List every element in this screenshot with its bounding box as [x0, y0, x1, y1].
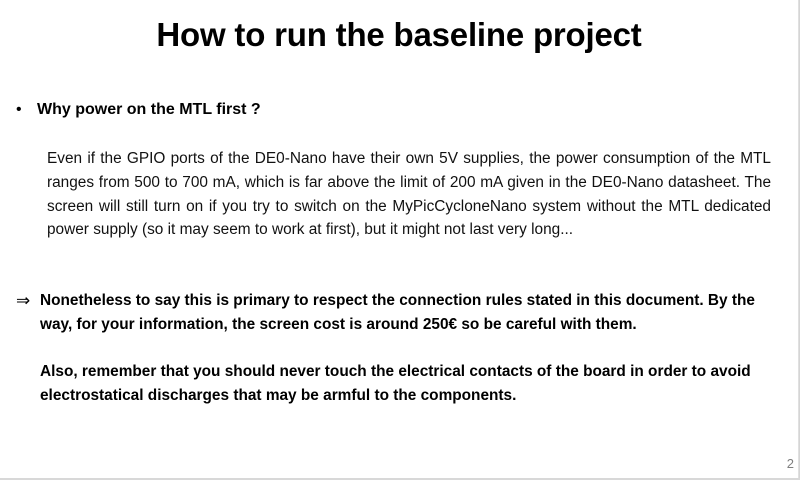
explanation-paragraph: Even if the GPIO ports of the DE0-Nano have their own 5V supplies, the power consumption of the MTL ranges from 500 to 700 mA, which is far above the limit of 200 mA given in the DE0-Nano datasheet. The screen will still turn on if you try to switch on the MyPicCycloneNano system without the MTL dedicated power supply (so it may seem to work at first), but it might not last very long...	[47, 150, 771, 239]
page-number: 2	[786, 456, 794, 471]
bullet-marker: •	[16, 101, 22, 118]
right-double-arrow-icon: ⇒	[16, 291, 31, 310]
bullet-item	[16, 101, 261, 119]
slide-title: How to run the baseline project	[156, 16, 642, 53]
conclusion-block	[16, 289, 772, 336]
reminder-paragraph: Also, remember that you should never touch the electrical contacts of the board in order to avoid electrostatical discharges that may be armful to the components.	[40, 363, 751, 404]
conclusion-paragraph: Nonetheless to say this is primary to respect the connection rules stated in this document. By the way, for your information, the screen cost is around 250€ so be careful with them.	[40, 292, 755, 333]
bullet-heading: Why power on the MTL first ?	[37, 101, 261, 118]
